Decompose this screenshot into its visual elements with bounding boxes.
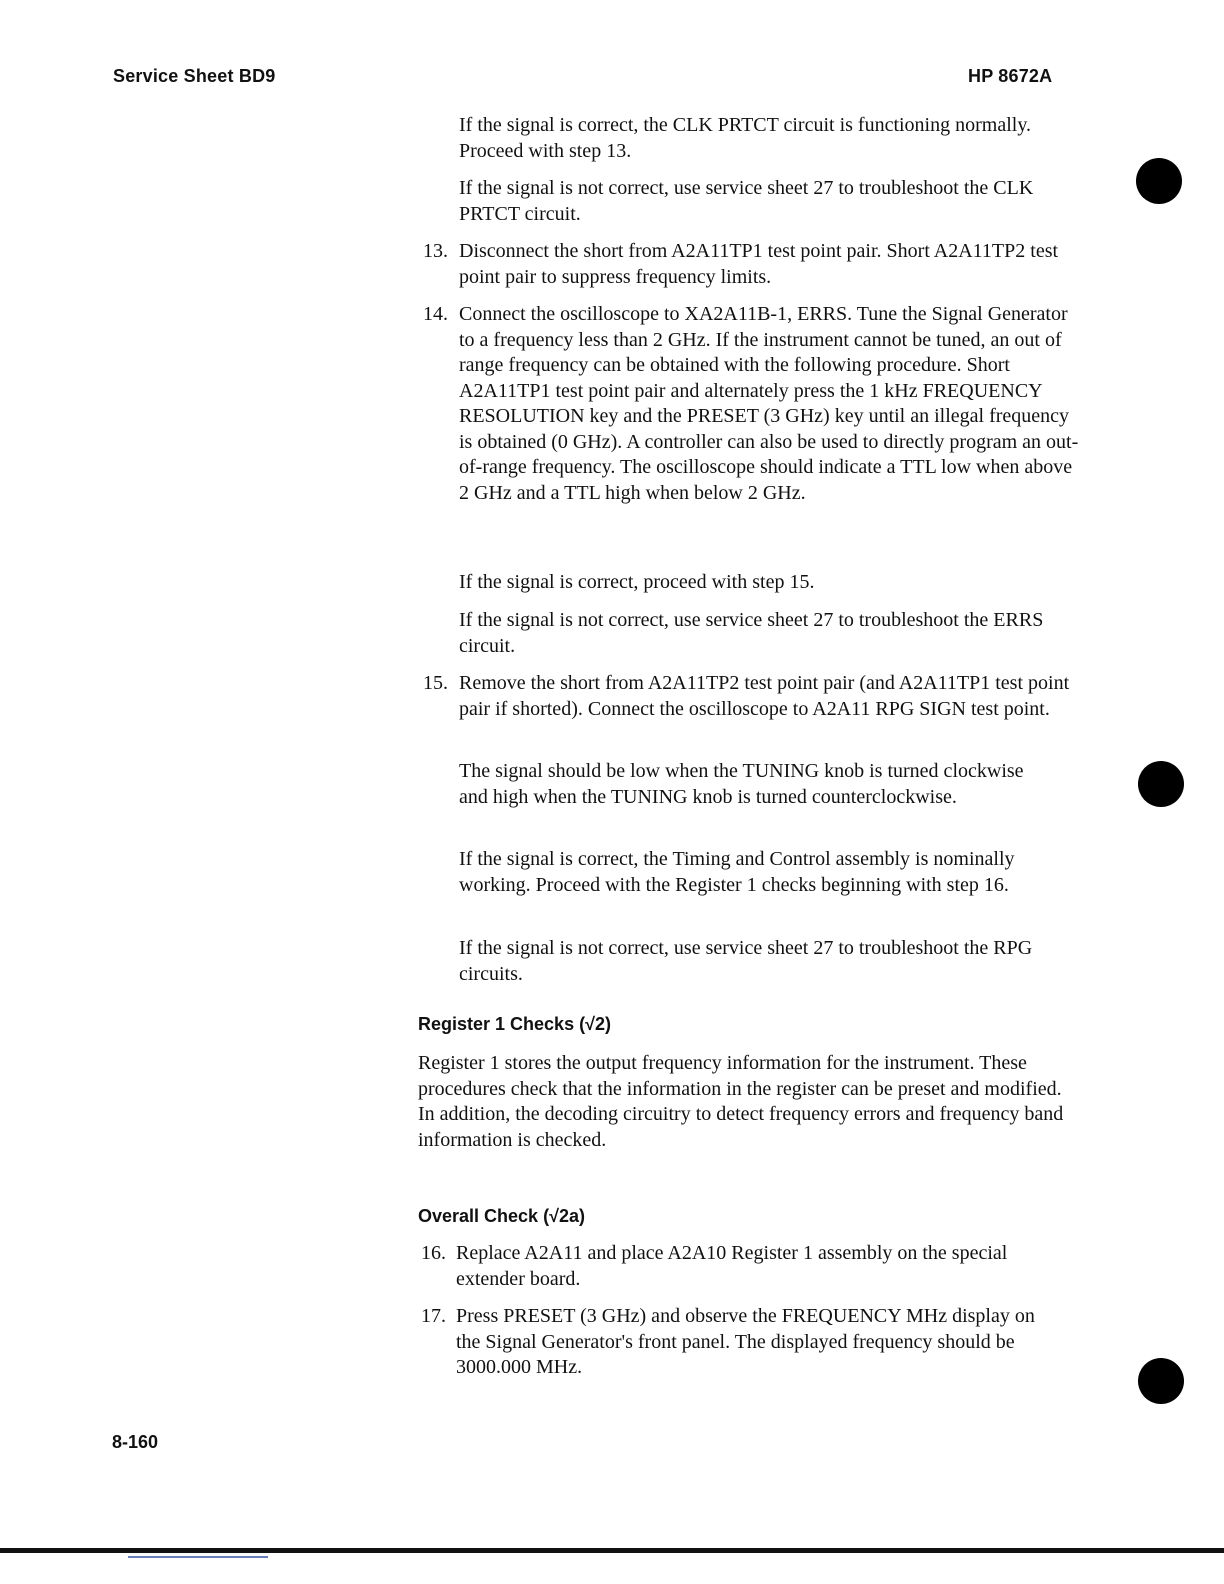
- step-number-16: 16.: [421, 1242, 446, 1264]
- step-number-17: 17.: [421, 1305, 446, 1327]
- binder-hole-middle: [1138, 761, 1184, 807]
- step-17-text: Press PRESET (3 GHz) and observe the FREQUENCY MHz display on the Signal Generator's front panel. The displayed frequency should be 3000.000 MHz.: [456, 1305, 1035, 1378]
- bottom-rule-accent: [128, 1556, 268, 1558]
- step-12-result-incorrect: If the signal is not correct, use service sheet 27 to troubleshoot the CLK PRTCT circuit.: [459, 177, 1034, 225]
- step-14-result-correct: If the signal is correct, proceed with step 15.: [459, 571, 815, 593]
- page-number: 8-160: [112, 1432, 159, 1452]
- register-1-checks-heading: Register 1 Checks (√2): [418, 1014, 611, 1034]
- step-15-tuning-description: The signal should be low when the TUNING knob is turned clockwise and high when the TUNING knob is turned counterclockwise.: [459, 760, 1024, 808]
- step-14-result-incorrect: If the signal is not correct, use service sheet 27 to troubleshoot the ERRS circuit.: [459, 609, 1044, 657]
- step-14-text: Connect the oscilloscope to XA2A11B-1, ERRS. Tune the Signal Generator to a frequency less than 2 GHz. If the instrument cannot be tuned, an out of range frequency can be obtained with the following procedure. Short A2A11TP1 test point pair and alternately press the 1 kHz FREQUENCY RESOLUTION key and the PRESET (3 GHz) key until an illegal frequency is obtained (0 GHz). A controller can also be used to directly program an out-of-range frequency. The oscilloscope should indicate a TTL low when above 2 GHz and a TTL high when below 2 GHz.: [459, 303, 1079, 504]
- running-header-right: HP 8672A: [968, 66, 1053, 86]
- step-15-result-correct: If the signal is correct, the Timing and Control assembly is nominally working. Proceed with the Register 1 checks beginning with step 16.: [459, 848, 1015, 896]
- step-number-15: 15.: [423, 672, 448, 694]
- step-15-text: Remove the short from A2A11TP2 test point pair (and A2A11TP1 test point pair if shorted). Connect the oscilloscope to A2A11 RPG SIGN test point.: [459, 672, 1070, 720]
- running-header-left: Service Sheet BD9: [113, 66, 276, 86]
- step-number-14: 14.: [423, 303, 448, 325]
- overall-check-heading: Overall Check (√2a): [418, 1206, 585, 1226]
- step-16-text: Replace A2A11 and place A2A10 Register 1 assembly on the special extender board.: [456, 1242, 1008, 1290]
- step-15-result-incorrect: If the signal is not correct, use service sheet 27 to troubleshoot the RPG circuits.: [459, 937, 1033, 985]
- step-number-13: 13.: [423, 240, 448, 262]
- binder-hole-top: [1136, 158, 1182, 204]
- step-13-text: Disconnect the short from A2A11TP1 test point pair. Short A2A11TP2 test point pair to suppress frequency limits.: [459, 240, 1059, 288]
- bottom-rule: [0, 1548, 1224, 1553]
- binder-hole-bottom: [1138, 1358, 1184, 1404]
- step-12-result-correct: If the signal is correct, the CLK PRTCT circuit is functioning normally. Proceed with step 13.: [459, 114, 1032, 162]
- register-1-description: Register 1 stores the output frequency information for the instrument. These procedures check that the information in the register can be preset and modified. In addition, the decoding circuitry to detect frequency errors and frequency band information is checked.: [418, 1052, 1064, 1151]
